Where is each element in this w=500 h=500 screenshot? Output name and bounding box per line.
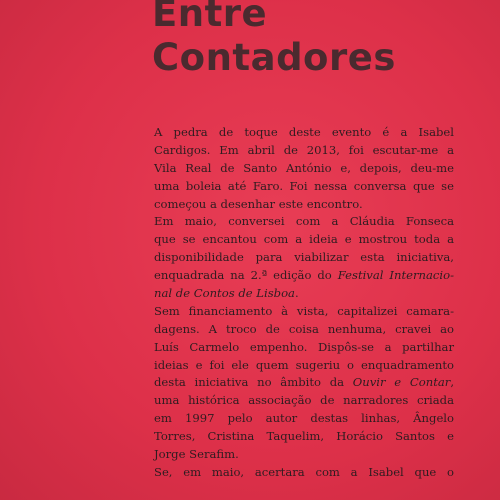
body-line-text: Torres, Cristina Taquelim, Horácio Santos e bbox=[154, 429, 454, 444]
body-line-text: uma histórica associação de narradores criada bbox=[154, 393, 454, 408]
body-line-text: Luís Carmelo empenho. Dispôs-se a partilhar bbox=[154, 339, 454, 354]
body-line-text: uma boleia até Faro. Foi nessa conversa que se bbox=[154, 178, 454, 193]
body-line bbox=[154, 142, 454, 160]
body-line bbox=[154, 428, 454, 446]
chapter-title-line-2: Contadores bbox=[152, 36, 396, 79]
body-line bbox=[154, 124, 454, 142]
body-line-text: que se encantou com a ideia e mostrou toda a bbox=[154, 232, 454, 247]
body-line bbox=[154, 446, 454, 464]
body-line-text: Vila Real de Santo António e, depois, deu-me bbox=[154, 160, 454, 175]
body-line-text: dagens. A troco de coisa nenhuma, cravei ao bbox=[154, 321, 454, 336]
body-line-text: Cardigos. Em abril de 2013, foi escutar-me a bbox=[154, 142, 454, 157]
italic-title-text: Ouvir e Contar bbox=[352, 375, 451, 390]
body-line-text: . bbox=[294, 286, 299, 301]
body-line bbox=[154, 178, 454, 196]
body-line bbox=[154, 160, 454, 178]
body-line bbox=[154, 321, 454, 339]
body-line bbox=[154, 374, 454, 392]
body-line-text: ideias e foi ele quem sugeriu o enquadramento bbox=[154, 357, 454, 372]
body-line bbox=[154, 410, 454, 428]
body-line bbox=[154, 392, 454, 410]
italic-title-text: nal de Contos de Lisboa bbox=[154, 286, 295, 301]
body-line bbox=[154, 303, 454, 321]
body-line-text: disponibilidade para viabilizar esta iniciativa, bbox=[154, 250, 454, 265]
body-line bbox=[154, 231, 454, 249]
chapter-title bbox=[152, 0, 396, 80]
body-line-text: , bbox=[450, 375, 455, 390]
body-line bbox=[154, 267, 454, 285]
body-line-text: Se, em maio, acertara com a Isabel que o bbox=[154, 464, 454, 479]
body-line bbox=[154, 213, 454, 231]
chapter-title-line-1: Entre bbox=[152, 0, 268, 35]
body-line bbox=[154, 249, 454, 267]
body-line bbox=[154, 285, 454, 303]
body-text bbox=[154, 124, 454, 482]
body-line bbox=[154, 196, 454, 214]
body-line bbox=[154, 464, 454, 482]
body-line-text: enquadrada na 2.ª edição do bbox=[154, 268, 338, 283]
body-line-text: em 1997 pelo autor destas linhas, Ângelo bbox=[154, 411, 454, 426]
body-line bbox=[154, 357, 454, 375]
body-line-text: desta iniciativa no âmbito da bbox=[154, 375, 353, 390]
italic-title-text: Festival Internacio- bbox=[337, 268, 454, 283]
body-line-text: começou a desenhar este encontro. bbox=[154, 196, 363, 211]
body-line-text: Jorge Serafim. bbox=[154, 447, 239, 462]
body-line-text: Sem financiamento à vista, capitalizei camara- bbox=[154, 303, 454, 318]
body-line bbox=[154, 339, 454, 357]
body-line-text: A pedra de toque deste evento é a Isabel bbox=[154, 125, 454, 139]
body-line-text: Em maio, conversei com a Cláudia Fonseca bbox=[154, 214, 454, 229]
